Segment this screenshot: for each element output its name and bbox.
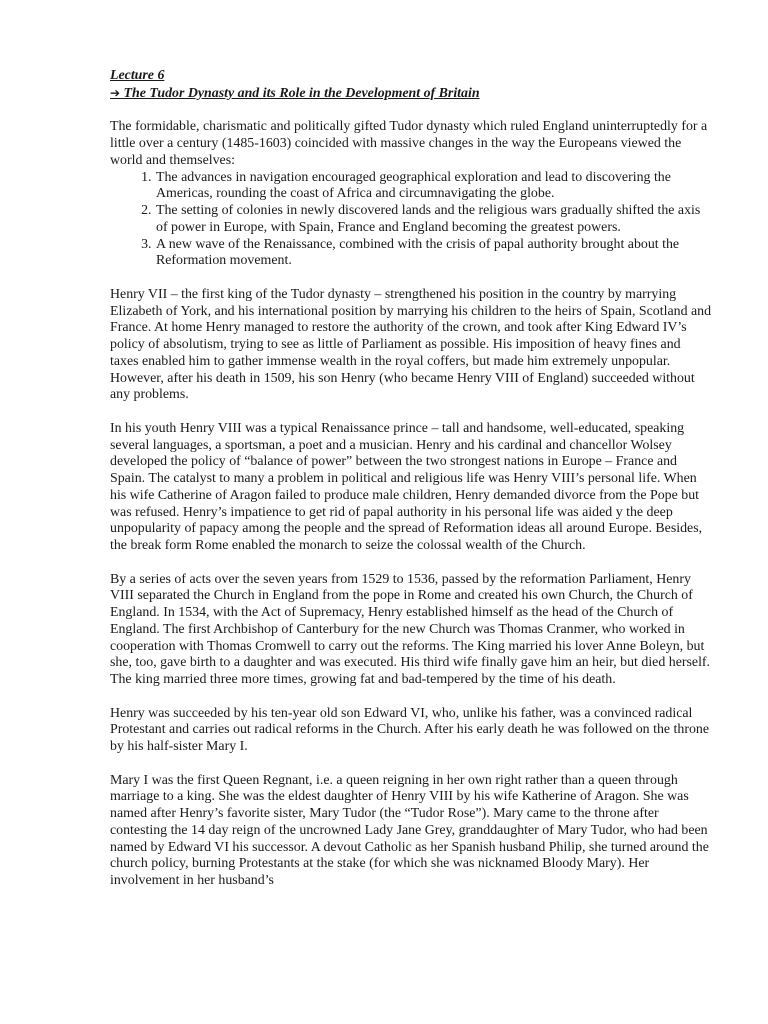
paragraph-reformation-acts: By a series of acts over the seven years from 1529 to 1536, passed by the reformation Parliament, Henry VIII separated the Church in England from the pope in Rome and created his own Church, the Church of England. In 1534, with the Act of Supremacy, Henry established himself as the head of the Church of England. The first Archbishop of Canterbury for the new Church was Thomas Cranmer, who worked in cooperation with Thomas Cromwell to carry out the reforms. The King married his lover Anne Boleyn, but she, too, gave birth to a daughter and was executed. His third wife finally gave him an heir, but died herself. The king married three more times, growing fat and bad-tempered by the time of his death. [110,571,711,687]
paragraph-henry-viii-youth: In his youth Henry VIII was a typical Renaissance prince – tall and handsome, well-educated, speaking several languages, a sportsman, a poet and a musician. Henry and his cardinal and chancellor Wolsey developed the policy of “balance of power” between the two strongest nations in Europe – France and Spain. The catalyst to many a problem in political and religious life was Henry VIII’s personal life. When his wife Catherine of Aragon failed to produce male children, Henry demanded divorce from the Pope but was refused. Henry’s impatience to get rid of papal authority in his personal life was aided y the deep unpopularity of papacy among the people and the spread of Reformation ideas all around Europe. Besides, the break form Rome enabled the monarch to seize the colossal wealth of the Church. [110,420,703,553]
spacer [110,270,712,287]
spacer [110,555,712,572]
spacer [110,103,712,120]
document-page [110,68,712,890]
intro-paragraph: The formidable, charismatic and politically gifted Tudor dynasty which ruled England uninterruptedly for a little over a century (1485-1603) coincided with massive changes in the way the Europeans viewed the world and themselves: [110,119,708,168]
spacer [110,756,712,773]
paragraph-mary-i: Mary I was the first Queen Regnant, i.e. a queen reigning in her own right rather than a queen through marriage to a king. She was the eldest daughter of Henry VIII by his wife Katherine of Aragon. She was named after Henry’s favorite sister, Mary Tudor (the “Tudor Rose”). Mary came to the throne after contesting the 14 day reign of the uncrowned Lady Jane Grey, granddaughter of Mary Tudor, who had been named by Edward VI his successor. A devout Catholic as her Spanish husband Philip, she turned around the church policy, burning Protestants at the stake (for which she was nicknamed Bloody Mary). Her involvement in her husband’s [110,772,709,888]
spacer [110,404,712,421]
lecture-label: Lecture 6 [110,68,165,83]
paragraph-edward-vi: Henry was succeeded by his ten-year old son Edward VI, who, unlike his father, was a convinced radical Protestant and carries out radical reforms in the Church. After his early death he was followed on the throne by his half-sister Mary I. [110,705,710,754]
lecture-title: The Tudor Dynasty and its Role in the Development of Britain [123,85,480,101]
spacer [110,689,712,706]
list-item: 1. The advances in navigation encouraged geographical exploration and lead to discovering the Americas, rounding the coast of Africa and circumnavigating the globe. [155,170,712,204]
right-arrow-icon: ➔ [110,85,121,100]
lecture-title-line [110,85,712,103]
changes-list [110,170,712,271]
paragraph-henry-vii: Henry VII – the first king of the Tudor dynasty – strengthened his position in the country by marrying Elizabeth of York, and his international position by marrying his children to the heirs of Spain, Scotland and France. At home Henry managed to restore the authority of the crown, and took after King Edward IV’s policy of absolutism, trying to see as little of Parliament as possible. His imposition of heavy fines and taxes enabled him to gather immense wealth in the royal coffers, but made him extremely unpopular. However, after his death in 1509, his son Henry (who became Henry VIII of England) succeeded without any problems. [110,286,712,403]
list-item: 2. The setting of colonies in newly discovered lands and the religious wars gradually shifted the axis of power in Europe, with Spain, France and England becoming the greatest powers. [155,203,712,237]
list-item: 3. A new wave of the Renaissance, combined with the crisis of papal authority brought about the Reformation movement. [155,237,712,271]
